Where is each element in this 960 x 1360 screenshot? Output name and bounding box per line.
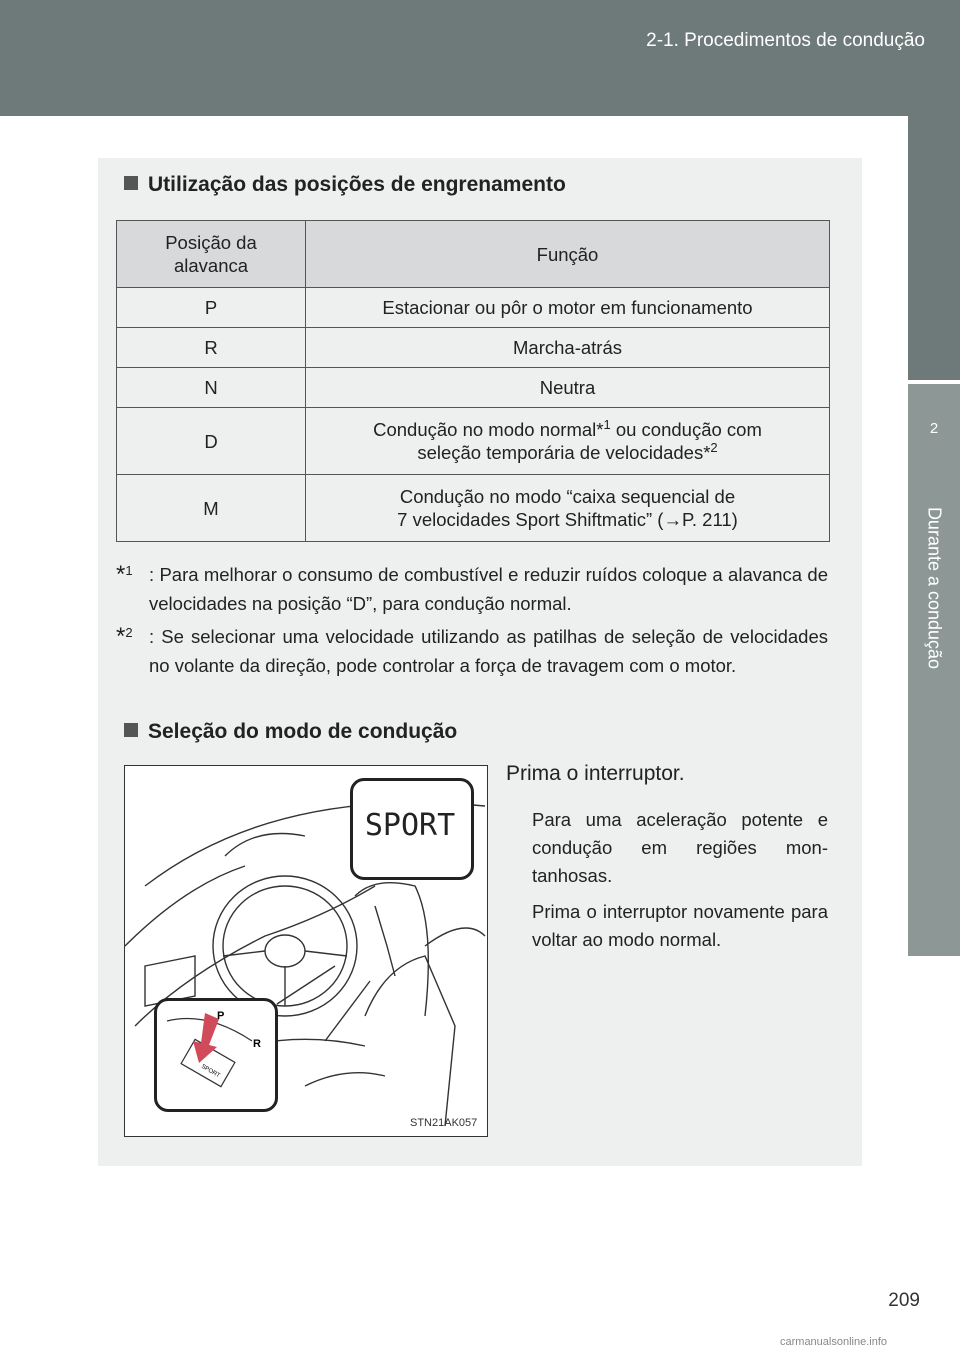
footnote-text: : Se selecionar uma velocidade utilizando as patilhas de seleção de velocidades no volante da direção, pode controlar a força de travagem com o motor. bbox=[149, 626, 828, 676]
page-number: 209 bbox=[888, 1290, 920, 1311]
func-text: Condução no modo normal* bbox=[373, 419, 604, 440]
func-text: ou condução com bbox=[610, 419, 762, 440]
table-cell-position: N bbox=[117, 368, 306, 408]
shift-lever-inset bbox=[154, 998, 278, 1112]
section-heading-2 bbox=[124, 720, 457, 744]
footnote-marker: *$^2$ bbox=[116, 623, 133, 650]
press-arrow-icon bbox=[193, 1013, 219, 1063]
table-cell-function: Estacionar ou pôr o motor em funcionamento bbox=[306, 288, 830, 328]
footnote-marker: *$^1$ bbox=[116, 561, 133, 588]
table-row bbox=[117, 475, 830, 542]
inset-sport-label: SPORT bbox=[199, 1063, 221, 1080]
square-bullet-icon bbox=[124, 723, 138, 737]
inset-letter-p: P bbox=[217, 1010, 225, 1022]
table-cell-function: Neutra bbox=[306, 368, 830, 408]
illustration-code: STN21AK057 bbox=[410, 1117, 478, 1129]
func-text: 7 velocidades Sport Shiftmatic” (→P. 211) bbox=[397, 509, 738, 530]
footnote-1 bbox=[116, 560, 828, 618]
table-row bbox=[117, 368, 830, 408]
func-text: seleção temporária de velocidades* bbox=[417, 442, 711, 463]
inset-letter-r: R bbox=[253, 1038, 261, 1050]
func-text: Condução no modo “caixa sequencial de bbox=[399, 486, 736, 507]
footnote-ref: 1 bbox=[603, 416, 611, 432]
chapter-tab-top bbox=[908, 116, 960, 380]
footnote-2 bbox=[116, 622, 828, 680]
chapter-label bbox=[908, 488, 960, 688]
table-header-function: Função bbox=[306, 221, 830, 288]
square-bullet-icon bbox=[124, 176, 138, 190]
footnote-ref: 2 bbox=[710, 439, 718, 455]
section-heading-1-text: Utilização das posições de engrenamento bbox=[148, 173, 566, 196]
sport-button-label: SPORT bbox=[364, 808, 456, 843]
table-header-position bbox=[117, 221, 306, 288]
watermark: carmanualsonline.info bbox=[780, 1336, 888, 1348]
description-paragraph-2: Prima o interruptor novamente para voltar ao modo normal. bbox=[532, 901, 828, 950]
section-heading-1 bbox=[124, 173, 566, 197]
shift-lever-drawing bbox=[157, 1001, 275, 1109]
table-cell-position: D bbox=[117, 408, 306, 475]
chapter-number: 2 bbox=[929, 420, 939, 437]
chapter-label-text: Durante a condução bbox=[924, 506, 945, 670]
table-row bbox=[117, 328, 830, 368]
table-cell-position: R bbox=[117, 328, 306, 368]
table-cell-position: M bbox=[117, 475, 306, 542]
table-header-row bbox=[117, 221, 830, 288]
footnote-text: : Para melhorar o consumo de combustível e reduzir ruídos coloque a alavanca de velocidades na posição “D”, para condução normal. bbox=[149, 564, 828, 614]
description-paragraph-1: Para uma aceleração potente e condução em regiões mon-tanhosas. bbox=[532, 809, 828, 886]
section-title: 2-1. Procedimentos de condução bbox=[646, 30, 925, 51]
table-row bbox=[117, 288, 830, 328]
table-header-position-text: Posição da alavanca bbox=[165, 232, 257, 276]
instruction-text: Prima o interruptor. bbox=[506, 762, 685, 785]
gear-positions-table bbox=[116, 220, 830, 542]
page-header bbox=[0, 0, 960, 116]
table-cell-position: P bbox=[117, 288, 306, 328]
table-cell-function: Marcha-atrás bbox=[306, 328, 830, 368]
section-heading-2-text: Seleção do modo de condução bbox=[148, 720, 458, 743]
table-cell-function bbox=[306, 475, 830, 542]
table-row bbox=[117, 408, 830, 475]
table-cell-function bbox=[306, 408, 830, 475]
